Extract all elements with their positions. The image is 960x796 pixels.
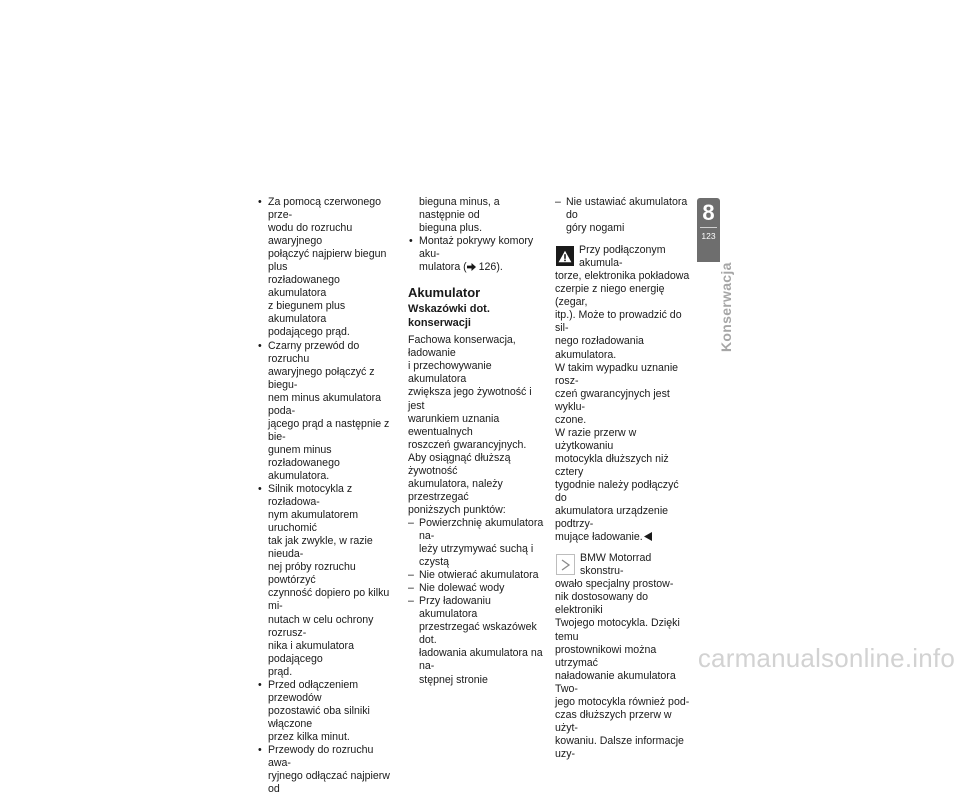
line: W razie przerw w użytkowaniu: [555, 426, 637, 452]
line: nutach w celu ochrony rozrusz-: [268, 613, 374, 639]
cover-step-list: [408, 235, 545, 274]
line: Montaż pokrywy komory aku-: [419, 235, 534, 261]
tab-divider: [700, 227, 717, 228]
bullet-continuation: [408, 196, 545, 235]
line: tak jak zwykle, w razie nieuda-: [268, 535, 373, 561]
line: naładowanie akumulatora Two-: [555, 669, 676, 695]
line: Powierzchnię akumulatora na-: [419, 516, 544, 542]
line: gunem minus rozładowanego: [268, 443, 340, 469]
chapter-side-label: Konserwacja: [718, 262, 734, 352]
line: Silnik motocykla z rozładowa-: [268, 483, 353, 509]
line: prostownikowi można utrzymać: [555, 643, 657, 669]
line: Czarny przewód do rozruchu: [268, 339, 360, 365]
line: Przed odłączeniem przewodów: [268, 678, 359, 704]
line: akumulatora urządzenie podtrzy-: [555, 505, 669, 531]
line: połączyć najpierw biegun plus: [268, 248, 387, 274]
list-item: [257, 340, 393, 484]
chapter-tab: [697, 198, 720, 262]
line: Wskazówki dot.: [408, 303, 490, 316]
line: Twojego motocykla. Dzięki temu: [555, 617, 680, 643]
line: podającego prąd.: [268, 326, 350, 339]
line: konserwacji: [408, 316, 471, 329]
line: awaryjnego połączyć z biegu-: [268, 365, 375, 391]
list-item: [257, 196, 393, 340]
jump-start-steps-list: [257, 196, 393, 796]
line: rozładowanego akumulatora: [268, 274, 340, 300]
line: nik dostosowany do elektroniki: [555, 591, 649, 617]
line: ładowania akumulatora na na-: [419, 647, 543, 673]
line: Nie otwierać akumulatora: [419, 569, 539, 582]
line: Nie ustawiać akumulatora do: [566, 196, 688, 222]
line: motocykla dłuższych niż cztery: [555, 452, 669, 478]
page-number: 123: [701, 231, 716, 241]
line: pozostawić oba silniki włączone: [268, 704, 370, 730]
column-1: [257, 196, 393, 796]
line: stępnej stronie: [419, 673, 488, 686]
line: nego rozładowania akumulatora.: [555, 335, 644, 361]
end-mark-icon: [643, 532, 652, 542]
line: Aby osiągnąć dłuższą żywotność: [408, 451, 511, 477]
warning-note: [555, 244, 691, 544]
list-item: [408, 517, 545, 569]
list-item: [257, 744, 393, 796]
line: ).: [496, 261, 503, 274]
line: Nie dolewać wody: [419, 582, 505, 595]
list-item: [257, 483, 393, 679]
line: torze, elektronika pokładowa: [555, 270, 690, 283]
line: Przewody do rozruchu awa-: [268, 743, 374, 770]
line: akumulatora.: [268, 469, 330, 482]
line: leży utrzymywać suchą i czystą: [419, 543, 534, 569]
subsection-heading: [408, 303, 545, 330]
maintenance-points-list-cont: [555, 196, 691, 235]
line: przez kilka minut.: [268, 730, 350, 743]
line: jącego prąd a następnie z bie-: [268, 417, 390, 443]
line: bieguna minus, a następnie od: [419, 196, 500, 222]
line: bieguna plus.: [419, 222, 483, 235]
line: Przy ładowaniu akumulatora: [419, 595, 491, 621]
line: warunkiem uznania ewentualnych: [408, 412, 500, 438]
watermark: carmanualsonline.info: [697, 643, 955, 673]
info-arrow-icon: [556, 554, 575, 575]
paragraph: [408, 334, 545, 451]
maintenance-points-list: [408, 517, 545, 687]
chapter-number: 8: [702, 200, 715, 225]
line: ryjnego odłączać najpierw od: [268, 770, 390, 796]
line: poniższych punktów:: [408, 503, 506, 516]
line: owało specjalny prostow-: [555, 578, 674, 591]
line: kowaniu. Dalsze informacje uzy-: [555, 734, 684, 760]
list-item: [257, 679, 393, 744]
line: nem minus akumulatora poda-: [268, 391, 382, 417]
list-item: [408, 569, 545, 582]
line: mujące ładowanie.: [555, 531, 643, 544]
line: czas dłuższych przerw w użyt-: [555, 708, 672, 734]
line: Przy podłączonym akumula-: [579, 244, 666, 270]
line: czerpie z niego energię (zegar,: [555, 283, 665, 309]
line: Fachowa konserwacja, ładowanie: [408, 334, 516, 360]
line: nym akumulatorem uruchomić: [268, 509, 359, 535]
line: czynność dopiero po kilku mi-: [268, 587, 390, 613]
column-2: [408, 196, 545, 687]
line: mulatora (: [419, 261, 467, 274]
line: wodu do rozruchu awaryjnego: [268, 222, 353, 248]
list-item: [408, 595, 545, 686]
line: czeń gwarancyjnych jest wyklu-: [555, 387, 670, 413]
paragraph: [408, 452, 545, 517]
line: z biegunem plus akumulatora: [268, 300, 346, 326]
line: BMW Motorrad skonstru-: [580, 552, 652, 578]
section-heading: Akumulator: [408, 285, 481, 301]
line: akumulatora, należy przestrzegać: [408, 477, 503, 503]
list-item: [408, 235, 545, 274]
line: W takim wypadku uznanie rosz-: [555, 361, 679, 387]
line: Za pomocą czerwonego prze-: [268, 196, 382, 222]
line: przestrzegać wskazówek dot.: [419, 621, 537, 647]
page-reference-link[interactable]: 126: [478, 261, 497, 274]
list-item: [408, 582, 545, 595]
line: góry nogami: [566, 222, 625, 235]
line: i przechowywanie akumulatora: [408, 360, 492, 386]
list-item: [555, 196, 691, 235]
line: roszczeń gwarancyjnych.: [408, 438, 527, 451]
line: nika i akumulatora podającego: [268, 639, 354, 665]
line: nej próby rozruchu powtórzyć: [268, 561, 356, 587]
warning-text: [555, 244, 691, 544]
warning-triangle-icon: [556, 246, 574, 266]
arrow-right-icon: [467, 261, 476, 273]
line: jego motocykla również pod-: [555, 695, 690, 708]
line: tygodnie należy podłączyć do: [555, 478, 679, 505]
line: zwiększa jego żywotność i jest: [408, 386, 532, 412]
line: prąd.: [268, 665, 293, 678]
line: czone.: [555, 413, 587, 426]
column-3: [555, 196, 691, 761]
line: itp.). Może to prowadzić do sil-: [555, 309, 682, 335]
